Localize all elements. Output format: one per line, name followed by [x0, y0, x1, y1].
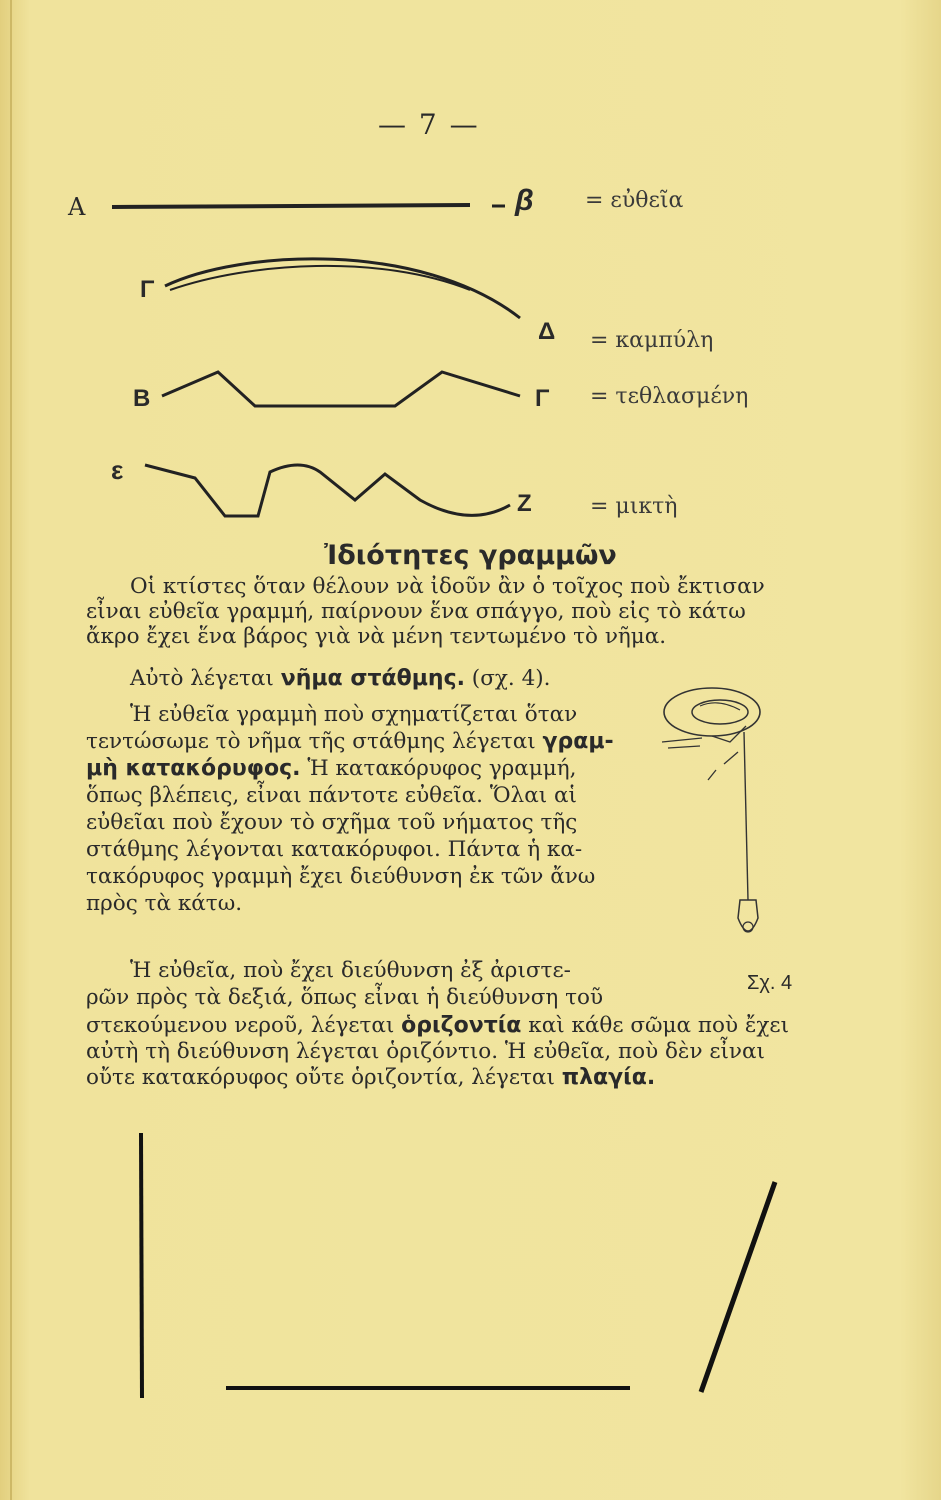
label-gamma-2: Γ [535, 385, 550, 412]
label-mixed: = μικτὴ [590, 494, 678, 519]
label-broken: = τεθλασμένη [590, 384, 749, 409]
p4-line-4: αὐτὴ τὴ διεύθυνση λέγεται ὁριζόντιο. Ἡ εὐθεῖα, ποὺ δὲν εἶναι [86, 1039, 765, 1064]
paragraph-3 [86, 702, 614, 918]
p3-line-5: εὐθεῖαι ποὺ ἔχουν τὸ σχῆμα τοῦ νήματος τῆς [86, 810, 578, 835]
section-heading: Ἰδιότητες γραμμῶν [324, 540, 617, 571]
figure-caption: Σχ. 4 [747, 972, 793, 994]
p4-line-3 [86, 1013, 792, 1039]
p3-line-3 [86, 756, 611, 783]
p2-ref: (σχ. 4). [464, 666, 551, 691]
vertical-line-example [141, 1133, 142, 1398]
label-b: Β [133, 385, 151, 412]
p3-line-4: ὅπως βλέπεις, εἶναι πάντοτε εὐθεῖα. Ὅλαι αἱ [86, 783, 577, 808]
label-gamma-1: Γ [140, 276, 155, 303]
label-curved: = καμπύλη [590, 328, 714, 353]
straight-line [112, 205, 470, 207]
p1-line-1: Οἱ κτίστες ὅταν θέλουν νὰ ἰδοῦν ἂν ὁ τοῖχος ποὺ ἔκτισαν [130, 574, 765, 599]
p3-line-2-text: τεντώσωμε τὸ νῆμα τῆς στάθμης λέγεται [86, 729, 543, 754]
p4-term-oblique: πλαγία. [561, 1065, 656, 1090]
p2-term-plumb-line: νῆμα στάθμης. [280, 666, 465, 691]
plumb-line-illustration [662, 688, 760, 932]
mixed-line [145, 465, 510, 516]
label-delta: Δ [538, 318, 556, 345]
p3-line-7: τακόρυφος γραμμὴ ἔχει διεύθυνση ἐκ τῶν ἄνω [86, 864, 596, 889]
label-epsilon: ε [111, 455, 124, 485]
paragraph-1 [86, 574, 792, 649]
p4-line-3-text-c: καὶ κάθε σῶμα ποὺ ἔχει [521, 1013, 789, 1038]
p3-line-3-text: Ἡ κατακόρυφος γραμμή, [300, 756, 577, 781]
paragraph-4 [86, 958, 792, 1091]
p3-line-8: πρὸς τὰ κάτω. [86, 891, 243, 916]
p4-line-1: Ἡ εὐθεῖα, ποὺ ἔχει διεύθυνση ἐξ ἀριστε- [130, 958, 571, 983]
p1-line-3: ἄκρο ἔχει ἕνα βάρος γιὰ νὰ μένη τεντωμένο τὸ νῆμα. [86, 624, 667, 649]
p3-line-2 [86, 729, 614, 756]
broken-line [162, 372, 520, 406]
label-a: A [68, 193, 86, 221]
p4-line-2: ρῶν πρὸς τὰ δεξιά, ὅπως εἶναι ἡ διεύθυνση τοῦ [86, 985, 604, 1010]
p1-line-2: εἶναι εὐθεῖα γραμμή, παίρνουν ἕνα σπάγγο, ποὺ εἰς τὸ κάτω [86, 599, 746, 624]
p4-line-5 [86, 1065, 792, 1091]
page-number: — 7 — [378, 108, 480, 141]
p4-line-3-text-a: στεκούμενου νεροῦ, λέγεται [86, 1013, 402, 1038]
p3-term-vertical-b: μὴ κατακόρυφος. [86, 756, 301, 781]
p2-text: Αὐτὸ λέγεται [130, 666, 281, 691]
p3-line-1: Ἡ εὐθεῖα γραμμὴ ποὺ σχηματίζεται ὅταν [130, 702, 578, 727]
p4-line-5-text: οὔτε κατακόρυφος οὔτε ὁριζοντία, λέγεται [86, 1065, 562, 1090]
label-straight: = εὐθεῖα [585, 188, 684, 213]
p4-term-horizontal: ὁριζοντία [401, 1013, 522, 1038]
p3-line-6: στάθμης λέγονται κατακόρυφοι. Πάντα ἡ κα- [86, 837, 583, 862]
oblique-line-example [701, 1182, 775, 1392]
paragraph-2 [130, 666, 550, 691]
p3-term-vertical-a: γραμ- [542, 729, 614, 754]
label-beta: β [515, 184, 534, 217]
label-zeta: Ζ [517, 490, 532, 517]
